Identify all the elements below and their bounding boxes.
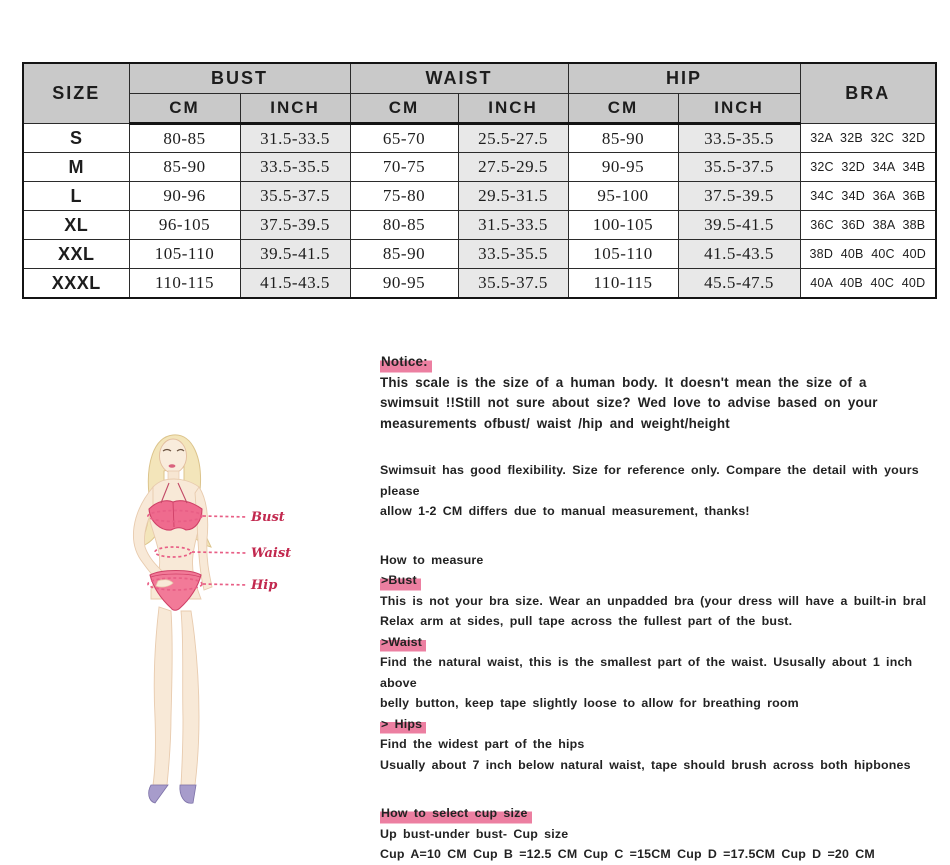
notice-heading-line <box>380 352 935 373</box>
hips-instruction-line: Usually about 7 inch below natural waist, tape should brush across both hipbones <box>380 757 911 772</box>
notes-block <box>380 352 935 865</box>
head-shape <box>160 439 187 473</box>
cell-xl-hip-inch: 39.5-41.5 <box>678 211 800 240</box>
cup-size-section <box>380 803 935 865</box>
flexibility-line: Swimsuit has good flexibility. Size for reference only. Compare the detail with yours please <box>380 463 919 498</box>
size-row-xxl <box>23 240 936 269</box>
cup-size-line: Up bust-under bust- Cup size <box>380 826 569 841</box>
bust-label: Bust <box>251 510 285 525</box>
bust-heading-line <box>380 570 935 591</box>
waist-connector-line <box>192 552 247 553</box>
cup-size-heading-line <box>380 803 935 824</box>
waist-instruction-line: belly button, keep tape slightly loose to allow for breathing room <box>380 696 799 710</box>
measurement-figure <box>103 423 363 823</box>
cell-s-hip-cm: 85-90 <box>568 124 678 153</box>
body-sketch-illustration <box>103 423 363 823</box>
cell-l-waist-inch: 29.5-31.5 <box>458 182 568 211</box>
cell-m-hip-cm: 90-95 <box>568 153 678 182</box>
cell-xxxl-hip-inch: 45.5-47.5 <box>678 269 800 299</box>
hips-instruction-line: Find the widest part of the hips <box>380 737 585 751</box>
cell-l-hip-inch: 37.5-39.5 <box>678 182 800 211</box>
cell-xxl-bust-cm: 105-110 <box>129 240 240 269</box>
size-row-xl <box>23 211 936 240</box>
size-chart-table-wrap <box>22 62 935 299</box>
cell-s-bust-inch: 31.5-33.5 <box>240 124 350 153</box>
hips-heading: > Hips <box>380 714 426 735</box>
header-row-groups <box>23 63 936 94</box>
cell-l-size: L <box>23 182 129 211</box>
header-size: SIZE <box>23 63 129 124</box>
cell-xl-bra: 36C 36D 38A 38B <box>800 211 936 240</box>
notice-section <box>380 352 935 434</box>
cell-xxl-hip-inch: 41.5-43.5 <box>678 240 800 269</box>
cell-m-waist-inch: 27.5-29.5 <box>458 153 568 182</box>
notice-heading: Notice: <box>380 352 432 373</box>
notice-text-line: This scale is the size of a human body. It doesn't mean the size of a <box>380 374 867 390</box>
cell-xl-bust-inch: 37.5-39.5 <box>240 211 350 240</box>
cup-size-line: Cup A=10 CM Cup B =12.5 CM Cup C =15CM Cup D =17.5CM Cup D =20 CM <box>380 847 875 861</box>
lips <box>169 464 176 467</box>
size-chart-table <box>22 62 937 299</box>
header-waist-cm: CM <box>350 94 458 124</box>
bikini-top <box>149 501 202 530</box>
cell-xxxl-size: XXXL <box>23 269 129 299</box>
cell-l-bust-cm: 90-96 <box>129 182 240 211</box>
cell-s-waist-cm: 65-70 <box>350 124 458 153</box>
flexibility-line: allow 1-2 CM differs due to manual measurement, thanks! <box>380 504 750 518</box>
hip-connector-line <box>203 584 247 585</box>
bust-heading: >Bust <box>380 570 421 591</box>
cell-m-size: M <box>23 153 129 182</box>
cell-xl-size: XL <box>23 211 129 240</box>
header-bra: BRA <box>800 63 936 124</box>
hip-label: Hip <box>251 578 278 593</box>
cell-l-waist-cm: 75-80 <box>350 182 458 211</box>
left-shoe <box>149 785 168 803</box>
left-leg-shape <box>153 607 172 785</box>
cell-xxxl-bust-inch: 41.5-43.5 <box>240 269 350 299</box>
header-bust-inch: INCH <box>240 94 350 124</box>
cell-xxl-waist-cm: 85-90 <box>350 240 458 269</box>
cell-xxxl-hip-cm: 110-115 <box>568 269 678 299</box>
cell-xl-hip-cm: 100-105 <box>568 211 678 240</box>
cell-s-size: S <box>23 124 129 153</box>
cell-l-hip-cm: 95-100 <box>568 182 678 211</box>
cell-l-bra: 34C 34D 36A 36B <box>800 182 936 211</box>
header-bust: BUST <box>129 63 350 94</box>
header-row-units <box>23 94 936 124</box>
cell-s-bust-cm: 80-85 <box>129 124 240 153</box>
notice-text-line: swimsuit !!Still not sure about size? Wed love to advise based on your <box>380 395 878 410</box>
right-shoe <box>180 785 196 803</box>
cell-xxxl-bra: 40A 40B 40C 40D <box>800 269 936 299</box>
header-hip: HIP <box>568 63 800 94</box>
header-bust-cm: CM <box>129 94 240 124</box>
notice-text-line: measurements ofbust/ waist /hip and weight/height <box>380 415 730 431</box>
bikini-bottom <box>150 571 201 611</box>
bust-instruction-line: Relax arm at sides, pull tape across the fullest part of the bust. <box>380 614 793 628</box>
cell-s-hip-inch: 33.5-35.5 <box>678 124 800 153</box>
size-row-m <box>23 153 936 182</box>
how-to-measure-section <box>380 550 935 776</box>
waist-heading-line <box>380 632 935 653</box>
cell-xxxl-waist-inch: 35.5-37.5 <box>458 269 568 299</box>
waist-label: Waist <box>251 546 292 561</box>
cell-m-waist-cm: 70-75 <box>350 153 458 182</box>
cell-l-bust-inch: 35.5-37.5 <box>240 182 350 211</box>
bust-instruction-line: This is not your bra size. Wear an unpadded bra (your dress will have a built-in bral <box>380 593 927 608</box>
header-waist: WAIST <box>350 63 568 94</box>
flexibility-section <box>380 460 935 522</box>
cell-s-bra: 32A 32B 32C 32D <box>800 124 936 153</box>
size-row-xxxl <box>23 269 936 299</box>
cell-xl-waist-cm: 80-85 <box>350 211 458 240</box>
waist-heading: >Waist <box>380 632 426 653</box>
cell-xxl-size: XXL <box>23 240 129 269</box>
cell-m-bust-inch: 33.5-35.5 <box>240 153 350 182</box>
cell-xxl-bust-inch: 39.5-41.5 <box>240 240 350 269</box>
size-chart-body <box>23 124 936 299</box>
cell-xxxl-waist-cm: 90-95 <box>350 269 458 299</box>
right-leg-shape <box>181 611 199 785</box>
cell-xl-waist-inch: 31.5-33.5 <box>458 211 568 240</box>
hips-heading-line <box>380 714 935 735</box>
cell-xxl-waist-inch: 33.5-35.5 <box>458 240 568 269</box>
header-waist-inch: INCH <box>458 94 568 124</box>
header-hip-cm: CM <box>568 94 678 124</box>
size-row-s <box>23 124 936 153</box>
bust-connector-line <box>203 516 247 517</box>
cell-s-waist-inch: 25.5-27.5 <box>458 124 568 153</box>
cell-xxl-bra: 38D 40B 40C 40D <box>800 240 936 269</box>
cell-xl-bust-cm: 96-105 <box>129 211 240 240</box>
cell-xxl-hip-cm: 105-110 <box>568 240 678 269</box>
header-hip-inch: INCH <box>678 94 800 124</box>
how-to-measure-title: How to measure <box>380 552 484 567</box>
cell-m-hip-inch: 35.5-37.5 <box>678 153 800 182</box>
cell-m-bra: 32C 32D 34A 34B <box>800 153 936 182</box>
cup-size-heading: How to select cup size <box>380 803 532 824</box>
cell-m-bust-cm: 85-90 <box>129 153 240 182</box>
cell-xxxl-bust-cm: 110-115 <box>129 269 240 299</box>
waist-instruction-line: Find the natural waist, this is the smallest part of the waist. Ususally about 1 inch above <box>380 655 913 690</box>
size-row-l <box>23 182 936 211</box>
